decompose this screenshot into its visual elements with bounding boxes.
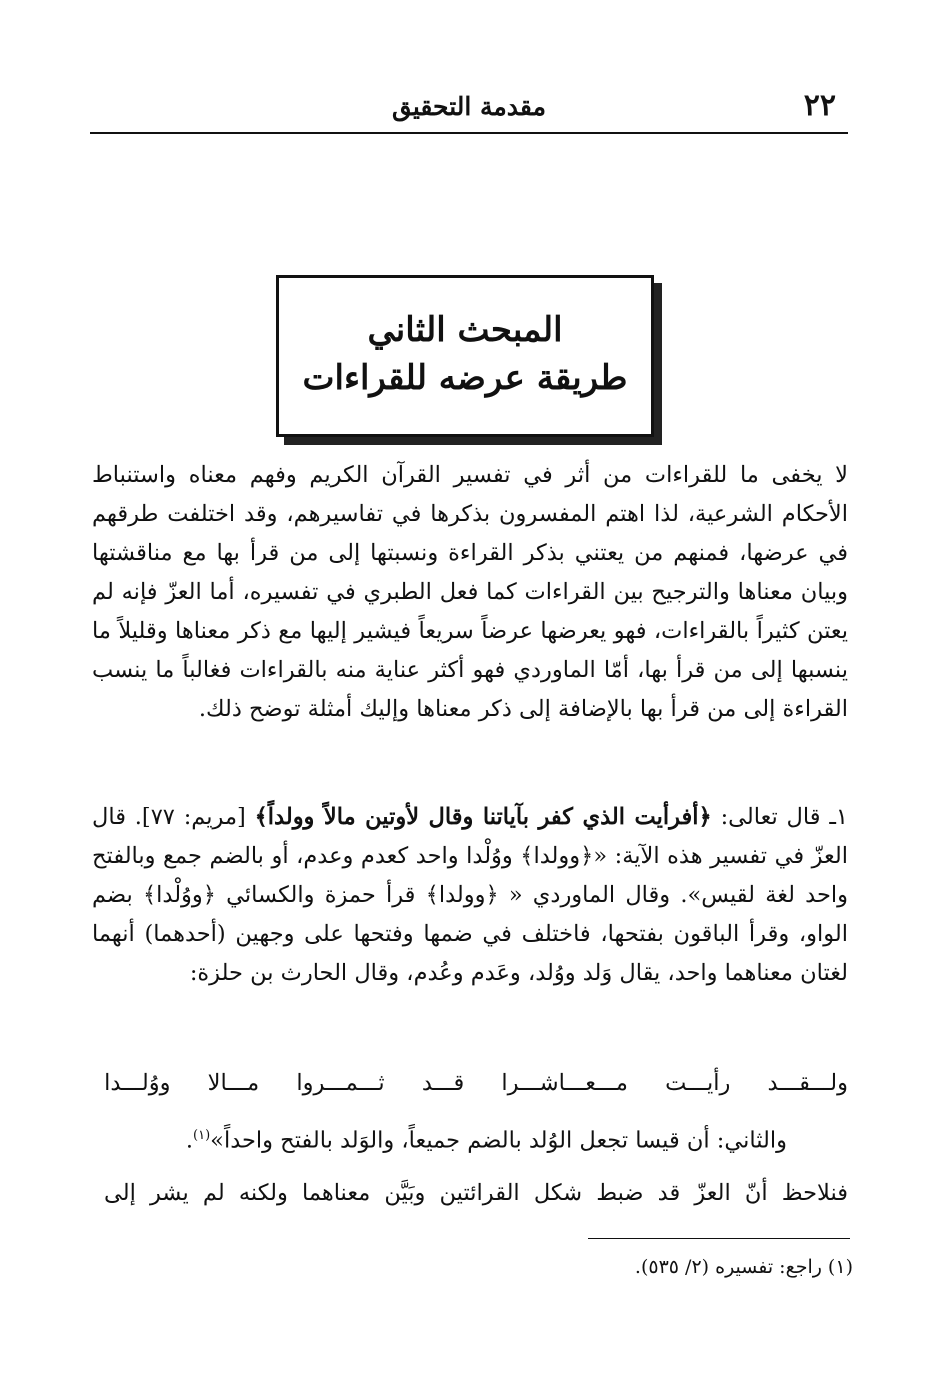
sentence-end: .: [185, 1127, 194, 1154]
verse-word: ووُلـــدا: [104, 1070, 171, 1096]
section-heading: المبحث الثاني: [367, 310, 563, 350]
poetry-verse: [104, 1061, 848, 1105]
section-title-box: [276, 275, 662, 445]
verse-word: ولـــقـــد: [767, 1070, 848, 1096]
paragraph-example-1: [92, 798, 848, 993]
example-explanation: [مريم: ٧٧]. قال العزّ في تفسير هذه الآية: «﴿وولدا﴾ ووُلْدا واحد كعدم وعدم، أو بالضم جمع وبالفتح واحد لغة لقيس». وقال الماوردي « ﴿وولدا﴾ قرأ حمزة والكسائي ﴿ووُلْدا﴾ بضم الواو، وقرأ الباقون بفتحها، فاختلف في ضمها وفتحها على وجهين (أحدهما) أنهما لغتان معناهما واحد، يقال وَلد ووُلد، وعَدم وعُدم، وقال الحارث بن حلزة:: [92, 804, 848, 986]
section-subheading: طريقة عرضه للقراءات: [302, 358, 628, 398]
example-number: ١ـ قال تعالى:: [711, 804, 849, 830]
page-header: [90, 84, 848, 134]
verse-word: قـــد: [421, 1070, 465, 1096]
verse-word: رأيـــت: [665, 1070, 731, 1096]
verse-word: ثـــمـــروا: [296, 1070, 385, 1096]
verse-word: مـــعـــاشـــرا: [501, 1070, 628, 1096]
footnote-divider: [588, 1238, 850, 1239]
title-box-frame: [276, 275, 654, 437]
running-title: مقدمة التحقيق: [392, 92, 546, 121]
paragraph-second-view: [186, 1116, 787, 1161]
footnote: (١) راجع: تفسيره (٢/ ٥٣٥).: [634, 1256, 853, 1278]
quran-verse: ﴿أفرأيت الذي كفر بآياتنا وقال لأوتين مالاً وولداً﴾: [254, 804, 712, 830]
paragraph-intro: لا يخفى ما للقراءات من أثر في تفسير القرآن الكريم وفهم معناه واستنباط الأحكام الشرعية، لذا اهتم المفسرون بذكرها في تفاسيرهم، وقد اختلفت طرقهم في عرضها، فمنهم من يعتني بذكر القراءة ونسبتها إلى من قرأ بها مع مناقشتها وبيان معناها والترجيح بين القراءات كما فعل الطبري في تفسيره، أما العزّ فإنه لم يعتن كثيراً بالقراءات، فهو يعرضها عرضاً سريعاً فيشير إليها مع ذكر معناها وقليلاً ما ينسبها إلى من قرأ بها، أمّا الماوردي فهو أكثر عناية منه بالقراءات فغالباً ما ينسب القراءة إلى من قرأ بها بالإضافة إلى ذكر معناها وإليك أمثلة توضح ذلك.: [92, 462, 848, 722]
second-view-text: والثاني: أن قيسا تجعل الوُلد بالضم جميعاً، والوَلد بالفتح واحداً»: [210, 1127, 787, 1154]
page-number: ٢٢: [803, 88, 836, 123]
verse-word: مـــالا: [207, 1070, 260, 1096]
paragraph-observation: فنلاحظ أنّ العزّ قد ضبط شكل القرائتين وبَيَّن معناهما ولكنه لم يشر إلى: [104, 1180, 848, 1206]
footnote-marker: (١): [193, 1128, 211, 1143]
